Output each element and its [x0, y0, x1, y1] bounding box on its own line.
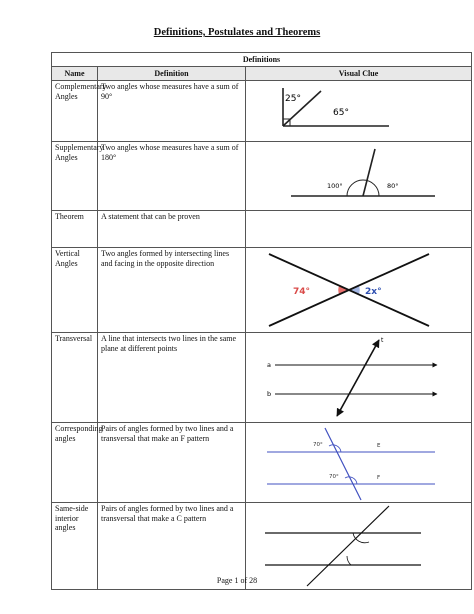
table-row: [52, 81, 472, 142]
angle-label: 100°: [327, 182, 343, 190]
line-label: b: [267, 390, 272, 398]
angle-label: 25°: [285, 94, 301, 104]
angle-label: 74°: [293, 287, 311, 297]
definition-cell: A statement that can be proven: [98, 211, 246, 248]
angle-label: 70°: [313, 442, 323, 448]
line-label: t: [381, 337, 384, 344]
page-number: Page 1 of 28: [216, 576, 258, 585]
term-cell: Transversal: [52, 333, 98, 423]
term-cell: Corresponding angles: [52, 423, 98, 503]
table-row: [52, 248, 472, 333]
term-cell: Complementary Angles: [52, 81, 98, 142]
supplementary-angles-diagram: [249, 143, 474, 209]
line-label: a: [267, 361, 271, 369]
visual-clue-cell: [246, 248, 472, 333]
angle-label: 80°: [387, 182, 399, 190]
definition-cell: A line that intersects two lines in the same plane at different points: [98, 333, 246, 423]
definition-cell: Two angles whose measures have a sum of 180°: [98, 142, 246, 211]
corresponding-angles-diagram: [249, 424, 474, 501]
document-title: Definitions, Postulates and Theorems: [153, 27, 321, 38]
transversal-diagram: [249, 334, 474, 421]
definition-cell: Pairs of angles formed by two lines and a transversal that make a C pattern: [98, 503, 246, 590]
visual-clue-cell: [246, 423, 472, 503]
vertical-angles-diagram: [249, 249, 474, 331]
visual-clue-cell: [246, 142, 472, 211]
term-cell: Vertical Angles: [52, 248, 98, 333]
visual-clue-cell: [246, 81, 472, 142]
column-header-definition: Definition: [98, 67, 246, 81]
visual-clue-cell: [246, 333, 472, 423]
definition-cell: Two angles whose measures have a sum of 90°: [98, 81, 246, 142]
definition-cell: Two angles formed by intersecting lines and facing in the opposite direction: [98, 248, 246, 333]
complementary-angles-diagram: [249, 82, 474, 140]
angle-label: E: [377, 443, 381, 449]
angle-label: 2x°: [365, 287, 382, 297]
term-cell: Same-side interior angles: [52, 503, 98, 590]
table-row: [52, 333, 472, 423]
angle-label: 70°: [329, 474, 339, 480]
definitions-table: [51, 52, 472, 590]
definition-cell: Pairs of angles formed by two lines and a transversal that make an F pattern: [98, 423, 246, 503]
angle-label: F: [377, 475, 381, 481]
term-cell: Theorem: [52, 211, 98, 248]
table-row: [52, 423, 472, 503]
table-caption-row: [52, 53, 472, 67]
table-caption: Definitions: [52, 53, 472, 67]
table-header-row: [52, 67, 472, 81]
column-header-visual-clue: Visual Clue: [246, 67, 472, 81]
column-header-name: Name: [52, 67, 98, 81]
term-cell: Supplementary Angles: [52, 142, 98, 211]
table-row: [52, 142, 472, 211]
table-row: [52, 211, 472, 248]
angle-label: 65°: [333, 108, 349, 118]
visual-clue-cell: [246, 211, 472, 248]
